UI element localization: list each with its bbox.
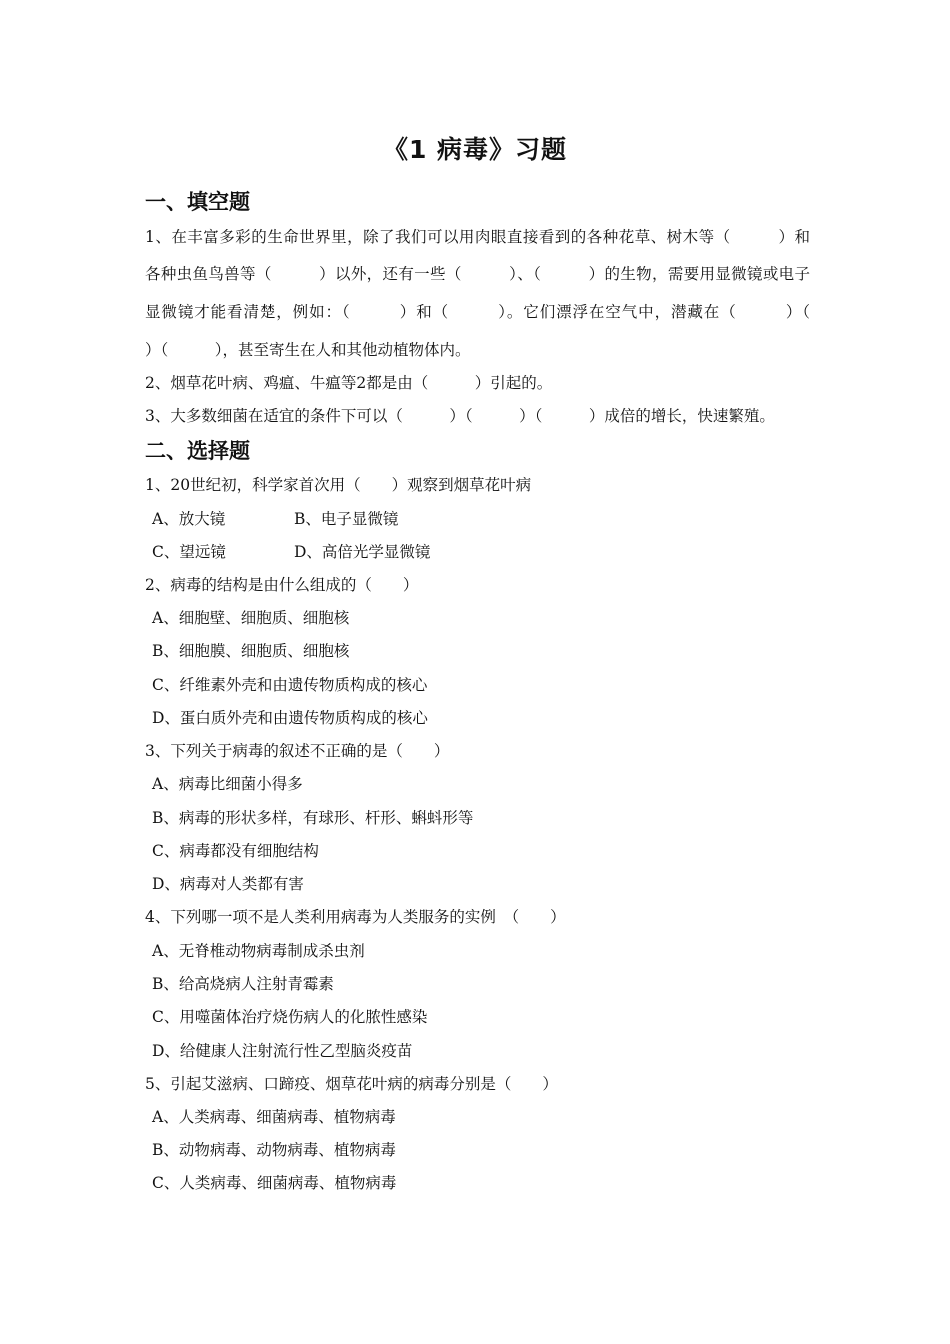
question-4-option: C、用噬菌体治疗烧伤病人的化脓性感染	[152, 1008, 428, 1026]
question-2-option: D、蛋白质外壳和由遗传物质构成的核心	[152, 709, 428, 727]
fill-question-2: 2、烟草花叶病、鸡瘟、牛瘟等2都是由（ ）引起的。	[145, 374, 553, 392]
question-4-option: A、无脊椎动物病毒制成杀虫剂	[152, 942, 365, 960]
question-5-option: C、人类病毒、细菌病毒、植物病毒	[152, 1174, 397, 1192]
question-3-option: B、病毒的形状多样，有球形、杆形、蝌蚪形等	[152, 809, 474, 827]
section-heading-fill-blank: 一、填空题	[145, 190, 250, 214]
question-1-stem: 1、20世纪初，科学家首次用（ ）观察到烟草花叶病	[145, 476, 532, 494]
fill-line-1: 1、在丰富多彩的生命世界里，除了我们可以用肉眼直接看到的各种花草、树木等（ ）和	[145, 228, 810, 246]
question-2-option: A、细胞壁、细胞质、细胞核	[152, 609, 350, 627]
question-1-option-a: A、放大镜	[152, 510, 226, 528]
question-4-stem: 4、下列哪一项不是人类利用病毒为人类服务的实例 （ ）	[145, 908, 566, 926]
question-2-option: B、细胞膜、细胞质、细胞核	[152, 642, 350, 660]
question-3-option: A、病毒比细菌小得多	[152, 775, 303, 793]
question-4-option: D、给健康人注射流行性乙型脑炎疫苗	[152, 1042, 413, 1060]
fill-line-3: 显微镜才能看清楚，例如：（ ）和（ ）。它们漂浮在空气中，潜藏在（ ）（	[145, 303, 810, 321]
question-5-option: B、动物病毒、动物病毒、植物病毒	[152, 1141, 396, 1159]
fill-line-2: 各种虫鱼鸟兽等（ ）以外，还有一些（ ）、（ ）的生物，需要用显微镜或电子	[145, 265, 810, 283]
question-5-stem: 5、引起艾滋病、口蹄疫、烟草花叶病的病毒分别是（ ）	[145, 1075, 558, 1093]
question-3-option: D、病毒对人类都有害	[152, 875, 304, 893]
section-heading-multiple-choice: 二、选择题	[145, 439, 250, 463]
question-3-option: C、病毒都没有细胞结构	[152, 842, 319, 860]
question-1-option-b: B、电子显微镜	[294, 510, 399, 528]
question-3-stem: 3、下列关于病毒的叙述不正确的是（ ）	[145, 742, 450, 760]
question-1-option-d: D、高倍光学显微镜	[294, 543, 431, 561]
question-2-option: C、纤维素外壳和由遗传物质构成的核心	[152, 676, 428, 694]
question-5-option: A、人类病毒、细菌病毒、植物病毒	[152, 1108, 396, 1126]
fill-question-3: 3、大多数细菌在适宜的条件下可以（ ）（ ）（ ）成倍的增长，快速繁殖。	[145, 407, 775, 425]
question-4-option: B、给高烧病人注射青霉素	[152, 975, 334, 993]
fill-line-4: ）（ ），甚至寄生在人和其他动植物体内。	[145, 341, 471, 359]
page-title: 《1 病毒》习题	[382, 135, 568, 164]
question-2-stem: 2、病毒的结构是由什么组成的（ ）	[145, 576, 419, 594]
question-1-option-c: C、望远镜	[152, 543, 226, 561]
